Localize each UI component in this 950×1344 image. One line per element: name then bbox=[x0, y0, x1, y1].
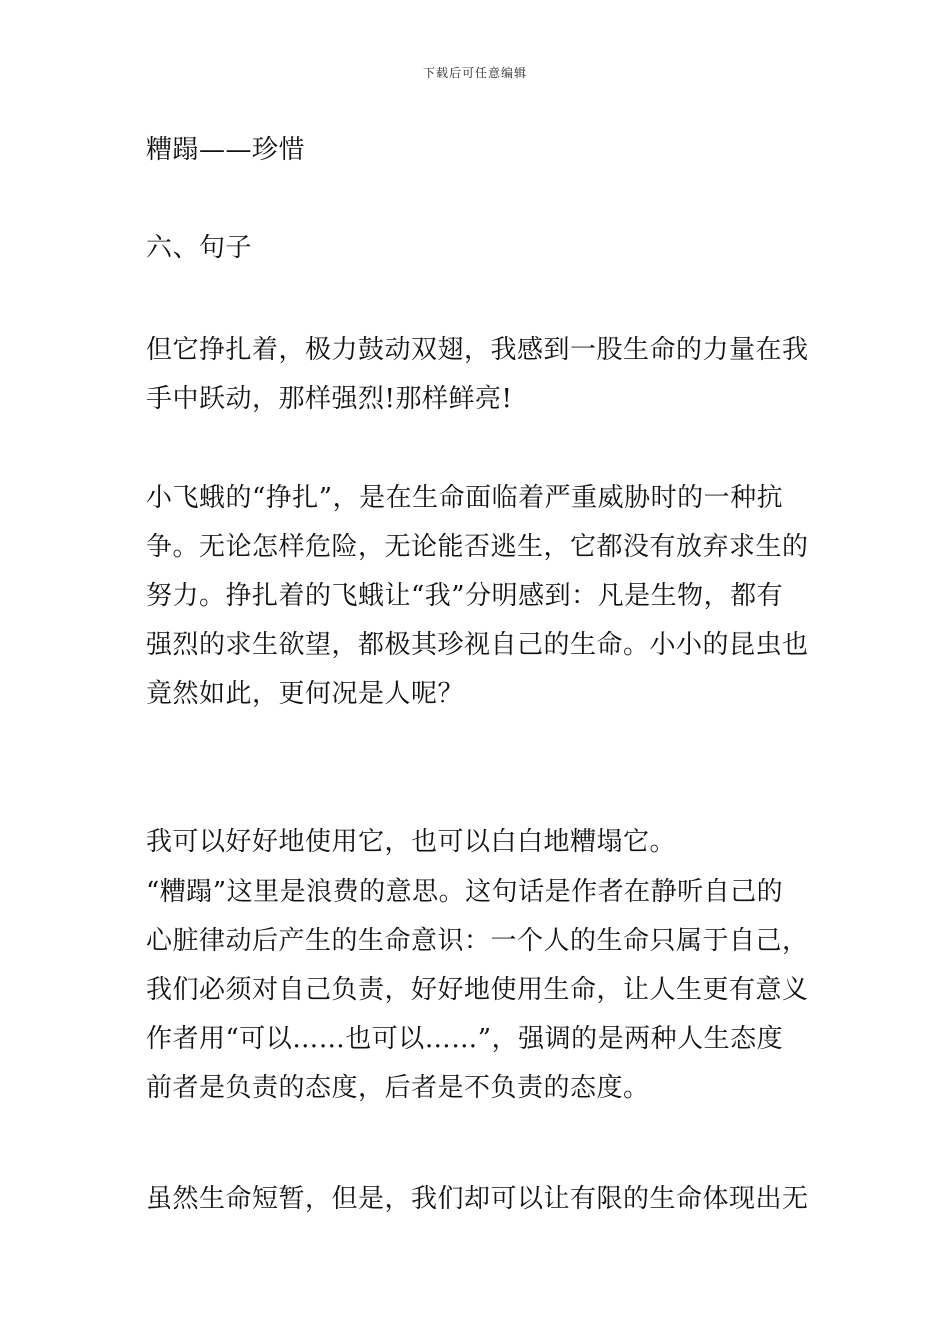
text-line: 强烈的求生欲望，都极其珍视自己的生命。小小的昆虫也 bbox=[146, 630, 809, 660]
text-line: “糟蹋”这里是浪费的意思。这句话是作者在静听自己的 bbox=[146, 877, 784, 907]
text-line: 手中跃动，那样强烈!那样鲜亮! bbox=[146, 384, 513, 414]
text-line: 努力。挣扎着的飞蛾让“我”分明感到：凡是生物，都有 bbox=[146, 581, 784, 611]
paragraph-4 bbox=[146, 474, 811, 719]
text-line: 但它挣扎着，极力鼓动双翅，我感到一股生命的力量在我 bbox=[146, 335, 809, 365]
text-line: 小飞蛾的“挣扎”，是在生命面临着严重威胁时的一种抗 bbox=[146, 483, 784, 513]
paragraph-6 bbox=[146, 868, 811, 1113]
paragraph-1 bbox=[146, 126, 811, 175]
text-line: 作者用“可以……也可以……”，强调的是两种人生态度 bbox=[146, 1024, 784, 1054]
paragraph-2 bbox=[146, 224, 811, 273]
text-line: 虽然生命短暂，但是，我们却可以让有限的生命体现出无 bbox=[146, 1184, 809, 1214]
text-line: 争。无论怎样危险，无论能否逃生，它都没有放弃求生的 bbox=[146, 532, 809, 562]
text-line: 我们必须对自己负责，好好地使用生命，让人生更有意义 bbox=[146, 975, 809, 1005]
paragraph-7 bbox=[146, 1175, 811, 1224]
text-line: 六、句子 bbox=[146, 233, 253, 263]
text-line: 前者是负责的态度，后者是不负责的态度。 bbox=[146, 1073, 650, 1103]
page-header: 下载后可任意编辑 bbox=[422, 66, 527, 80]
paragraph-5 bbox=[146, 818, 811, 867]
text-line: 竟然如此，更何况是人呢？ bbox=[146, 679, 465, 709]
text-line: 我可以好好地使用它，也可以白白地糟塌它。 bbox=[146, 827, 677, 857]
text-line: 糟蹋——珍惜 bbox=[146, 135, 306, 165]
text-line: 心脏律动后产生的生命意识：一个人的生命只属于自己， bbox=[146, 926, 809, 956]
paragraph-3 bbox=[146, 326, 811, 424]
